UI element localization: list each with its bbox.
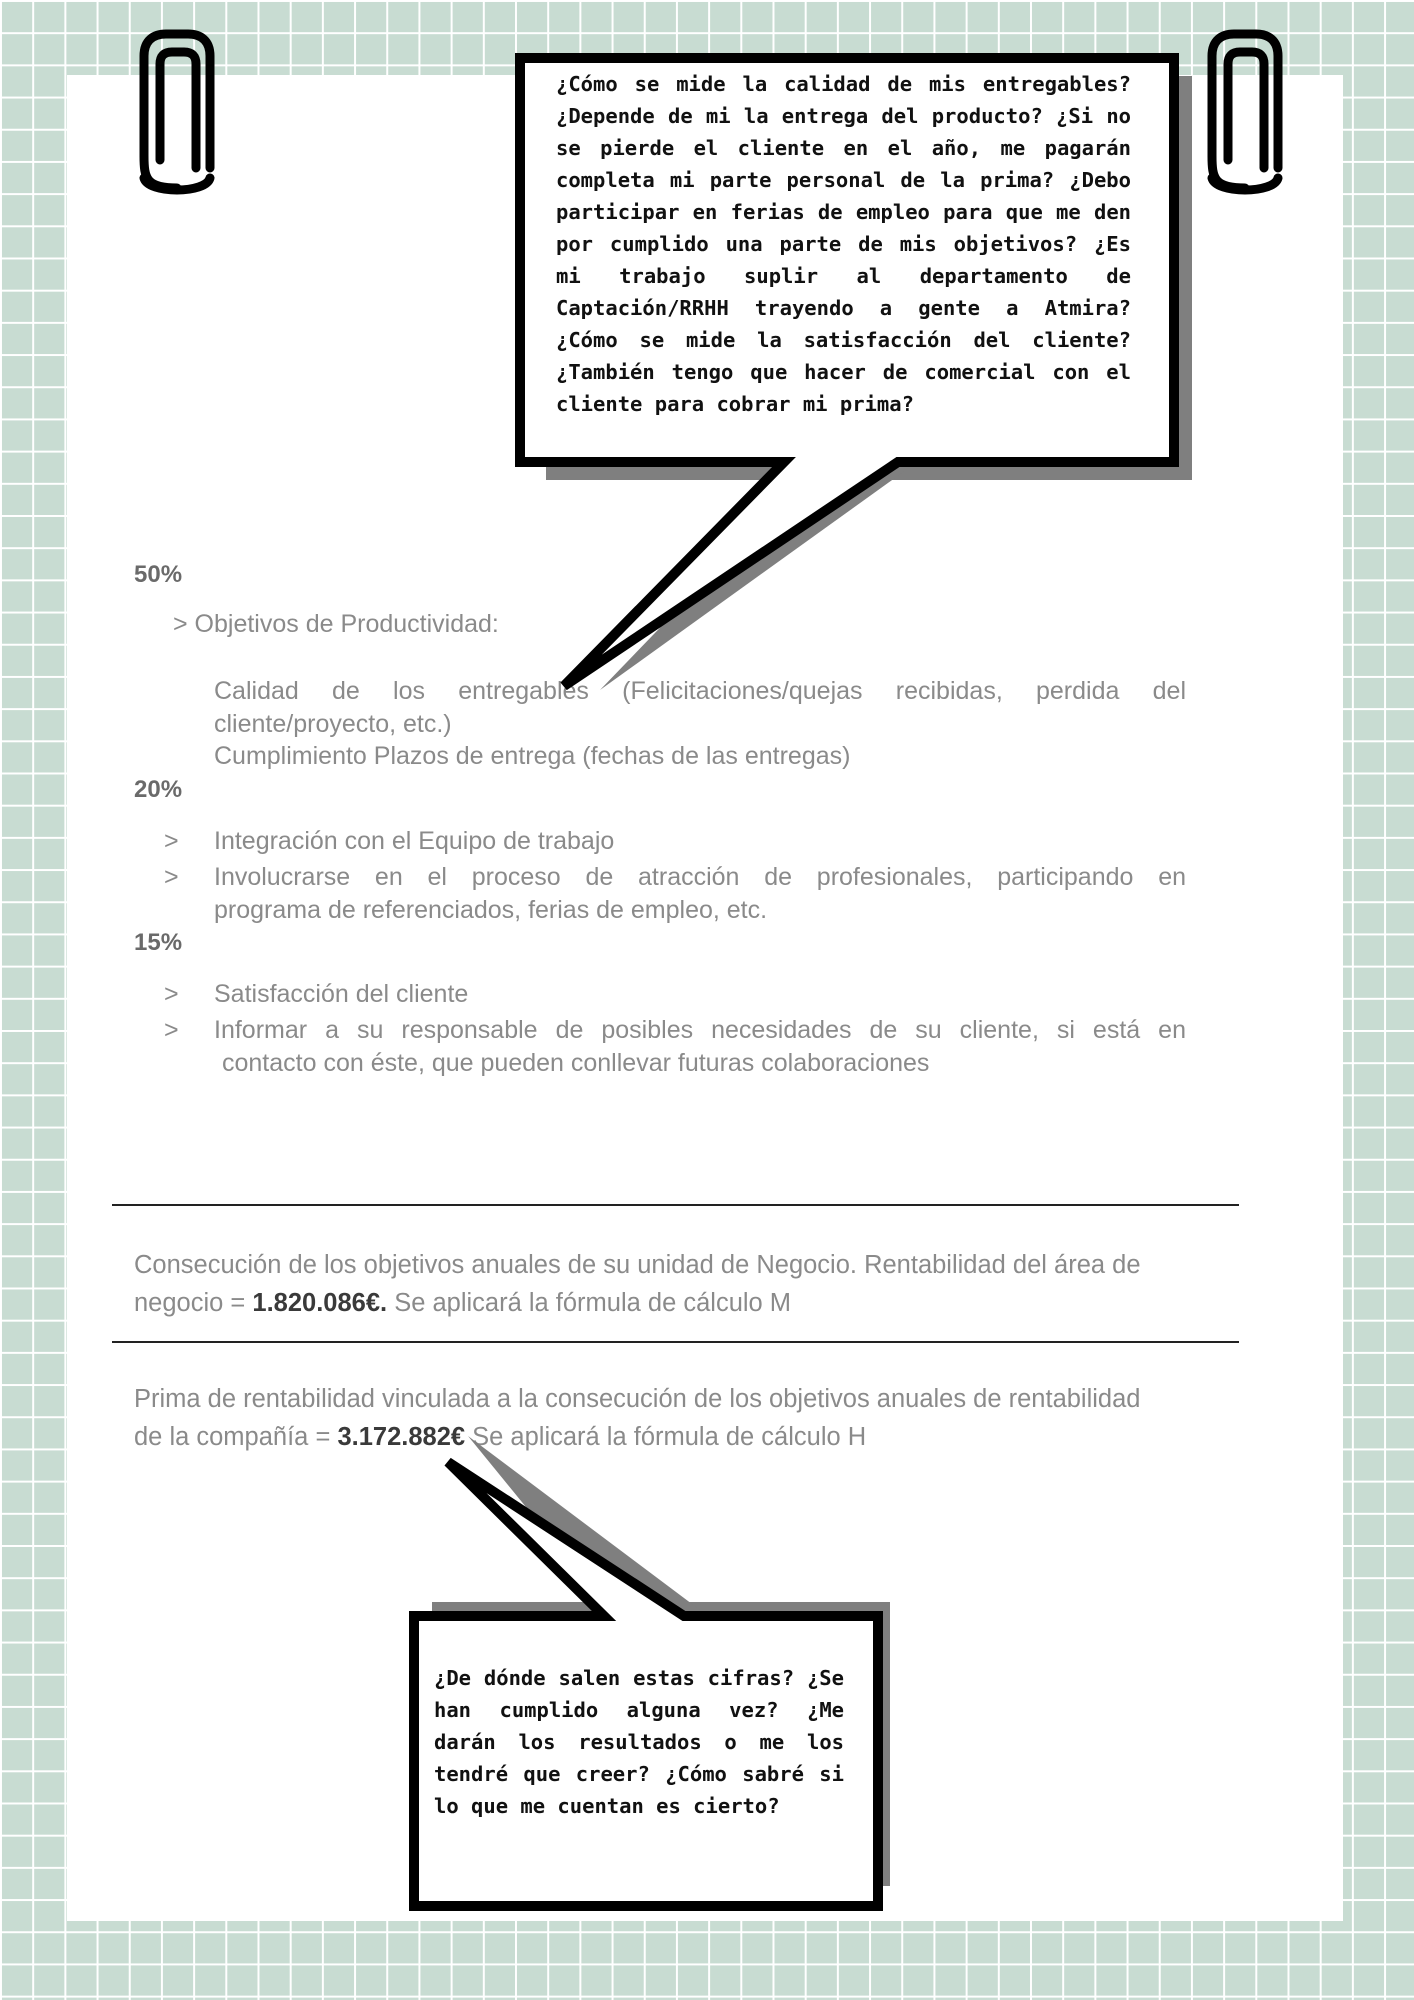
bottom-bubble-text: ¿De dónde salen estas cifras? ¿Se han cumplido alguna vez? ¿Me darán los resultados o me los tendré que creer? ¿Cómo sabré si lo que me cuentan es cierto? <box>434 1666 844 1818</box>
bullet-arrow: > <box>164 827 179 855</box>
percent-15: 15% <box>134 929 183 956</box>
inform-line-1: Informar a su responsable de posibles necesidades de su cliente, si está en <box>214 1016 1186 1044</box>
company-amount: 3.172.882€ <box>337 1423 466 1451</box>
business-unit-line-2: negocio = 1.820.086€. Se aplicará la fórmula de cálculo M <box>134 1289 792 1317</box>
bullet-arrow: > <box>164 863 179 891</box>
bullet-arrow: > <box>164 1016 179 1044</box>
company-line-2: de la compañía = 3.172.882€ Se aplicará la fórmula de cálculo H <box>134 1423 867 1451</box>
quality-line-1: Calidad de los entregables (Felicitaciones/quejas recibidas, perdida del <box>214 677 1186 705</box>
deadline-item: Cumplimiento Plazos de entrega (fechas de las entregas) <box>214 742 851 770</box>
percent-50: 50% <box>134 561 183 588</box>
inform-line-2: contacto con éste, que pueden conllevar futuras colaboraciones <box>222 1049 930 1077</box>
business-unit-amount: 1.820.086€. <box>252 1289 388 1317</box>
company-line-1: Prima de rentabilidad vinculada a la consecución de los objetivos anuales de rentabilidad <box>134 1385 1141 1413</box>
top-bubble-text: ¿Cómo se mide la calidad de mis entregables? ¿Depende de mi la entrega del producto? ¿Si no se pierde el cliente en el año, me pagarán completa mi parte personal de la prima? ¿Debo participar en ferias de empleo para que me den por cumplido una parte de mis objetivos? ¿Es mi trabajo suplir al departamento de Captación/RRHH trayendo a gente a Atmira? ¿Cómo se mide la satisfacción del cliente? ¿También tengo que hacer de comercial con el cliente para cobrar mi prima? <box>556 72 1131 416</box>
recruiting-line-1: Involucrarse en el proceso de atracción de profesionales, participando en <box>214 863 1186 891</box>
client-satisfaction-item: Satisfacción del cliente <box>214 980 469 1008</box>
recruiting-line-2: programa de referenciados, ferias de empleo, etc. <box>214 896 768 924</box>
percent-20: 20% <box>134 776 183 803</box>
team-integration-item: Integración con el Equipo de trabajo <box>214 827 615 855</box>
productivity-heading: > Objetivos de Productividad: <box>173 610 499 638</box>
bullet-arrow: > <box>164 980 179 1008</box>
quality-line-2: cliente/proyecto, etc.) <box>214 710 452 738</box>
business-unit-line-1: Consecución de los objetivos anuales de su unidad de Negocio. Rentabilidad del área de <box>134 1251 1141 1279</box>
